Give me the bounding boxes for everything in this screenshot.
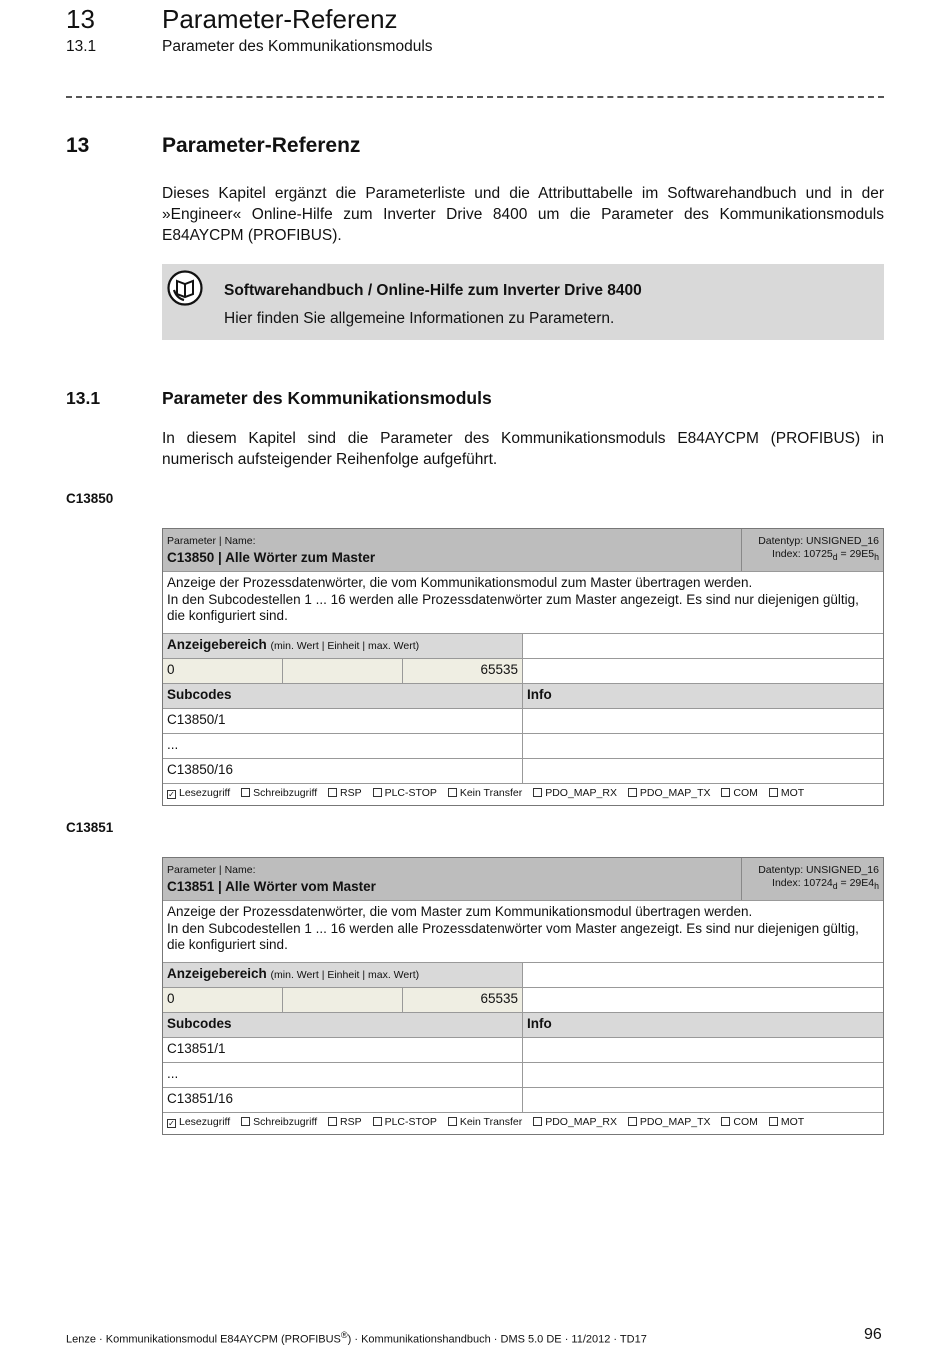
checkbox-checked-icon: ✓ (168, 790, 175, 799)
running-header-section-title: Parameter des Kommunikationsmoduls (162, 38, 433, 55)
checkbox-empty-icon (628, 1117, 637, 1126)
chapter-intro: Dieses Kapitel ergänzt die Parameterliste und die Attributtabelle im Softwarehandbuch und in der »Engineer« Online-Hilfe zum Inverter Drive 8400 um die Parameter des Kommunikationsmoduls E84AYCPM (PROFIBUS). (162, 185, 884, 244)
display-range-header: Anzeigebereich (min. Wert | Einheit | max. Wert) (163, 634, 883, 659)
display-range-header: Anzeigebereich (min. Wert | Einheit | max. Wert) (163, 963, 883, 988)
checkbox-empty-icon (628, 788, 637, 797)
range-min: 0 (163, 659, 283, 683)
note-title: Softwarehandbuch / Online-Hilfe zum Inverter Drive 8400 (224, 282, 642, 299)
section-title: Parameter des Kommunikationsmoduls (162, 388, 492, 408)
range-min: 0 (163, 988, 283, 1012)
checkbox-empty-icon (373, 788, 382, 797)
checkbox-empty-icon (448, 788, 457, 797)
note-text: Hier finden Sie allgemeine Informationen zu Parametern. (224, 310, 615, 327)
display-range-values (163, 988, 883, 1013)
checkbox-empty-icon (373, 1117, 382, 1126)
subcode-row: C13850/16 (163, 759, 883, 784)
chapter-number: 13 (66, 134, 90, 157)
checkbox-empty-icon (769, 788, 778, 797)
section-number: 13.1 (66, 388, 101, 408)
parameter-name-label: Parameter | Name: (167, 864, 256, 876)
chapter-title: Parameter-Referenz (162, 134, 361, 157)
manual-reference-icon (166, 269, 204, 307)
running-header-section-number: 13.1 (66, 38, 97, 55)
subcode-row: C13850/1 (163, 709, 883, 734)
parameter-meta (741, 858, 883, 900)
range-max: 65535 (403, 988, 523, 1012)
range-max: 65535 (403, 659, 523, 683)
parameter-table (162, 528, 884, 806)
checkbox-empty-icon (448, 1117, 457, 1126)
checkbox-empty-icon (533, 1117, 542, 1126)
range-unit (283, 659, 403, 683)
parameter-table (162, 857, 884, 1135)
parameter-index: Index: $10724_d = 29E4_h$ (772, 877, 879, 892)
subcodes-header: Subcodes Info (163, 684, 883, 709)
header-dashed-rule (66, 96, 884, 98)
section-intro: In diesem Kapitel sind die Parameter des Kommunikationsmoduls E84AYCPM (PROFIBUS) in numerisch aufsteigender Reihenfolge aufgeführt. (162, 430, 884, 468)
display-range-values (163, 659, 883, 684)
checkbox-empty-icon (533, 788, 542, 797)
access-flags: ✓ Lesezugriff Schreibzugriff RSP PLC-STOP Kein Transfer PDO_MAP_RX PDO_MAP_TX COM MOT (168, 787, 805, 799)
subcode-row: ... (163, 1063, 883, 1088)
subcode-row: C13851/16 (163, 1088, 883, 1113)
parameter-index: Index: $10725_d = 29E5_h$ (772, 548, 879, 563)
checkbox-empty-icon (241, 1117, 250, 1126)
checkbox-empty-icon (241, 788, 250, 797)
subcode-row: ... (163, 734, 883, 759)
checkbox-empty-icon (769, 1117, 778, 1126)
running-header-chapter-title: Parameter-Referenz (162, 4, 398, 34)
checkbox-empty-icon (721, 1117, 730, 1126)
page-footer: Lenze · Kommunikationsmodul E84AYCPM (PROFIBUS®) · Kommunikationshandbuch · DMS 5.0 DE · 11/2012 · TD17 (66, 1330, 647, 1346)
parameter-description: Anzeige der Prozessdatenwörter, die vom Master zum Kommunikationsmodul übertragen werden. In den Subcodestellen 1 ... 16 werden alle Prozessdatenwörter vom Master angezeigt. Es sind nur diejenigen gültig, die konfiguriert sind. (163, 901, 883, 963)
parameter-description: Anzeige der Prozessdatenwörter, die vom Kommunikationsmodul zum Master übertragen werden. In den Subcodestellen 1 ... 16 werden alle Prozessdatenwörter zum Master angezeigt. Es sind nur diejenigen gültig, die konfiguriert sind. (163, 572, 883, 634)
parameter-name: C13851 | Alle Wörter vom Master (167, 879, 376, 894)
running-header-chapter-number: 13 (66, 4, 95, 34)
parameter-code-label: C13851 (66, 820, 114, 835)
parameter-code-label: C13850 (66, 491, 114, 506)
subcodes-header: Subcodes Info (163, 1013, 883, 1038)
parameter-title-bar (163, 858, 883, 901)
range-unit (283, 988, 403, 1012)
parameter-name-label: Parameter | Name: (167, 535, 256, 547)
checkbox-checked-icon: ✓ (168, 1119, 175, 1128)
parameter-datatype: Datentyp: UNSIGNED_16 (758, 535, 879, 547)
page-number: 96 (864, 1326, 882, 1343)
reference-note (162, 264, 884, 340)
access-flags: ✓ Lesezugriff Schreibzugriff RSP PLC-STOP Kein Transfer PDO_MAP_RX PDO_MAP_TX COM MOT (168, 1116, 805, 1128)
parameter-meta (741, 529, 883, 571)
checkbox-empty-icon (328, 788, 337, 797)
checkbox-empty-icon (328, 1117, 337, 1126)
subcode-row: C13851/1 (163, 1038, 883, 1063)
parameter-datatype: Datentyp: UNSIGNED_16 (758, 864, 879, 876)
parameter-title-bar (163, 529, 883, 572)
checkbox-empty-icon (721, 788, 730, 797)
parameter-name: C13850 | Alle Wörter zum Master (167, 550, 376, 565)
